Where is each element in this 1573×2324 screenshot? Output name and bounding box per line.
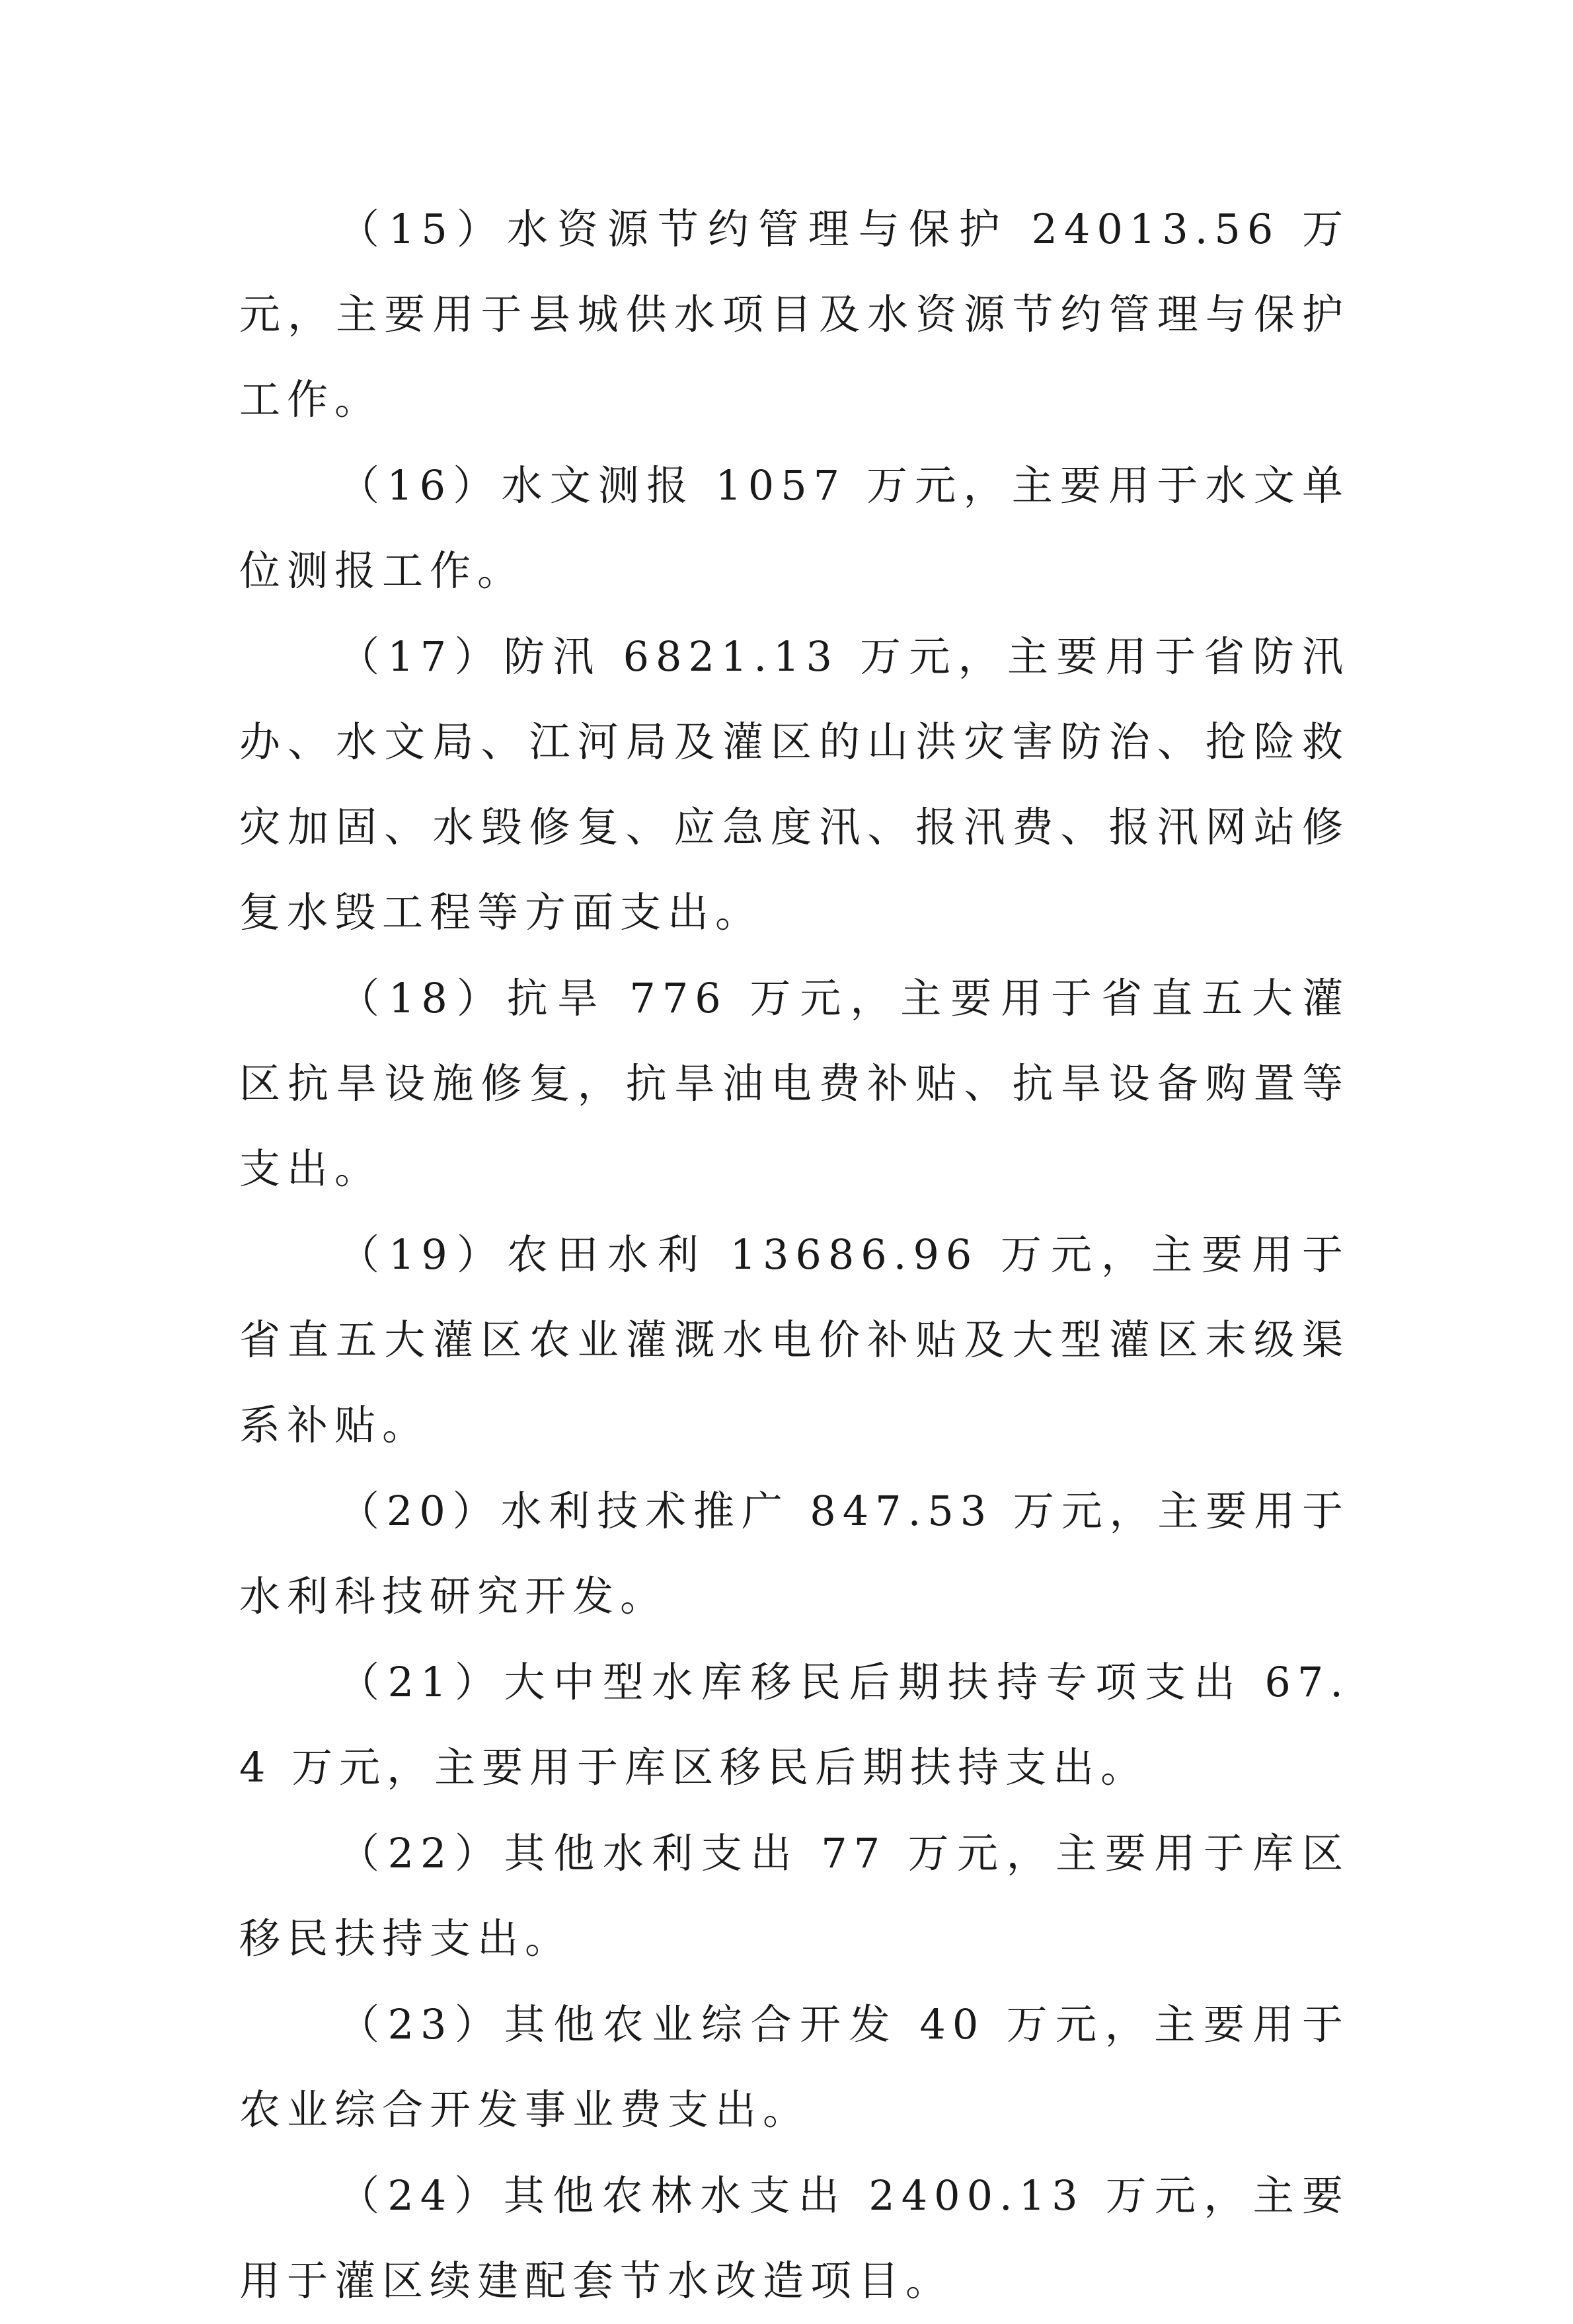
paragraph-item-17: （17）防汛 6821.13 万元，主要用于省防汛办、水文局、江河局及灌区的山洪灾害防治、抢险救灾加固、水毁修复、应急度汛、报汛费、报汛网站修复水毁工程等方面支出。 <box>239 632 1350 936</box>
paragraph-item-16: （16）水文测报 1057 万元，主要用于水文单位测报工作。 <box>239 461 1350 595</box>
paragraph-item-21: （21）大中型水库移民后期扶持专项支出 67.4 万元，主要用于库区移民后期扶持支出。 <box>239 1658 1350 1791</box>
paragraph-item-15: （15）水资源节约管理与保护 24013.56 万元，主要用于县城供水项目及水资源节约管理与保护工作。 <box>239 205 1350 424</box>
paragraph-item-23: （23）其他农业综合开发 40 万元，主要用于农业综合开发事业费支出。 <box>239 2000 1350 2134</box>
paragraph-item-24: （24）其他农林水支出 2400.13 万元，主要用于灌区续建配套节水改造项目。 <box>239 2171 1350 2305</box>
paragraph-item-19: （19）农田水利 13686.96 万元，主要用于省直五大灌区农业灌溉水电价补贴及大型灌区末级渠系补贴。 <box>239 1230 1350 1449</box>
document-body <box>239 186 1350 2324</box>
paragraph-item-22: （22）其他水利支出 77 万元，主要用于库区移民扶持支出。 <box>239 1829 1350 1963</box>
paragraph-item-20: （20）水利技术推广 847.53 万元，主要用于水利科技研究开发。 <box>239 1487 1350 1620</box>
paragraph-item-18: （18）抗旱 776 万元，主要用于省直五大灌区抗旱设施修复，抗旱油电费补贴、抗旱设备购置等支出。 <box>239 974 1350 1193</box>
